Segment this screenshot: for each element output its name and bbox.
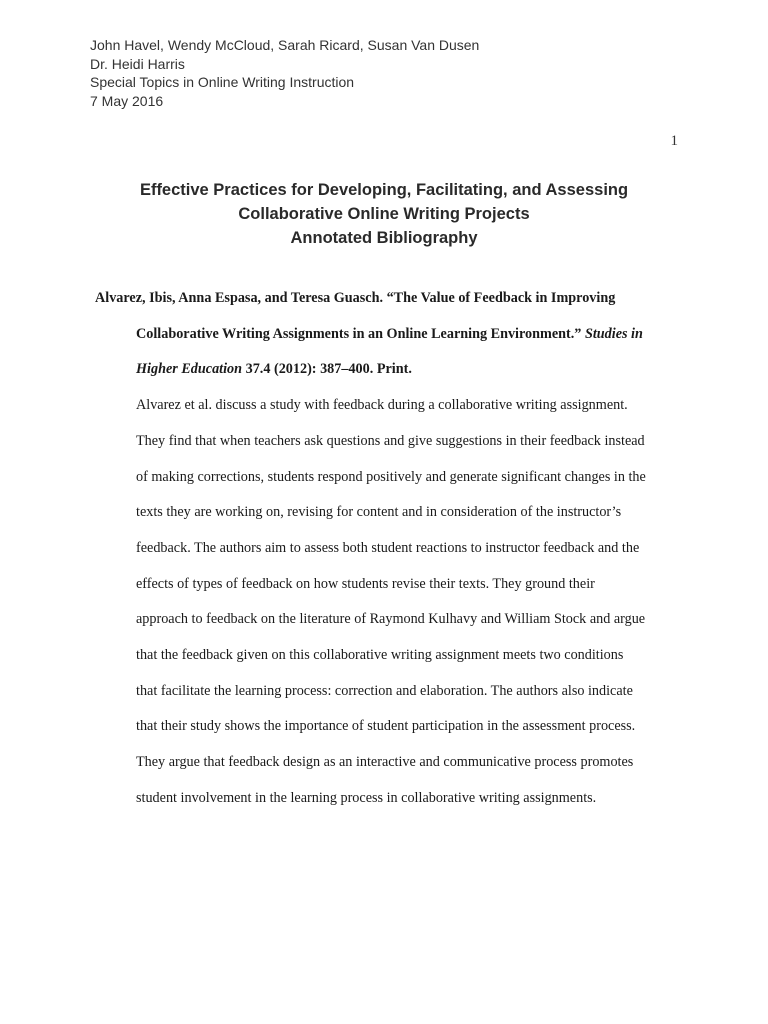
header-course: Special Topics in Online Writing Instruction xyxy=(90,74,355,90)
citation-journal-end: Higher Education xyxy=(136,361,243,378)
header-date: 7 May 2016 xyxy=(90,92,164,109)
annotation-line: texts they are working on, revising for content and in consideration of the instructor’s xyxy=(136,504,622,521)
annotation-line: approach to feedback on the literature of Raymond Kulhavy and William Stock and argue xyxy=(136,611,646,628)
bibliography-entry xyxy=(95,281,685,817)
annotation-line: feedback. The authors aim to assess both student reactions to instructor feedback and the xyxy=(136,539,640,556)
annotation-line: that facilitate the learning process: correction and elaboration. The authors also indicate xyxy=(136,682,633,699)
citation xyxy=(95,281,685,388)
citation-article-title-end: Collaborative Writing Assignments in an Online Learning Environment.” xyxy=(136,325,585,342)
citation-line-1: Alvarez, Ibis, Anna Espasa, and Teresa Guasch. “The Value of Feedback in Improving xyxy=(95,290,616,306)
document-title xyxy=(0,178,768,250)
document-header xyxy=(90,36,479,110)
title-line-1: Effective Practices for Developing, Facilitating, and Assessing xyxy=(139,181,629,199)
annotation-line: They find that when teachers ask questions and give suggestions in their feedback instead xyxy=(136,432,645,449)
citation-publication-details: 37.4 (2012): 387–400. Print. xyxy=(242,361,412,378)
annotation-line: that their study shows the importance of student participation in the assessment process. xyxy=(136,718,636,735)
header-instructor: Dr. Heidi Harris xyxy=(90,55,185,72)
annotation-line: student involvement in the learning process in collaborative writing assignments. xyxy=(136,789,597,806)
annotation-line: effects of types of feedback on how students revise their texts. They ground their xyxy=(136,575,595,592)
header-authors: John Havel, Wendy McCloud, Sarah Ricard, Susan Van Dusen xyxy=(90,37,480,53)
title-line-2: Collaborative Online Writing Projects xyxy=(238,205,530,223)
title-line-3: Annotated Bibliography xyxy=(290,229,478,247)
annotation-line: They argue that feedback design as an interactive and communicative process promotes xyxy=(136,754,634,771)
annotation-line: Alvarez et al. discuss a study with feedback during a collaborative writing assignment. xyxy=(136,397,628,414)
annotation-line: of making corrections, students respond positively and generate significant changes in the xyxy=(136,468,646,485)
citation-journal-start: Studies in xyxy=(584,325,643,342)
annotation-line: that the feedback given on this collaborative writing assignment meets two conditions xyxy=(136,647,624,664)
citation-line-3 xyxy=(95,352,685,388)
page-number: 1 xyxy=(670,133,678,149)
annotation xyxy=(95,388,685,816)
citation-line-2 xyxy=(95,317,685,353)
